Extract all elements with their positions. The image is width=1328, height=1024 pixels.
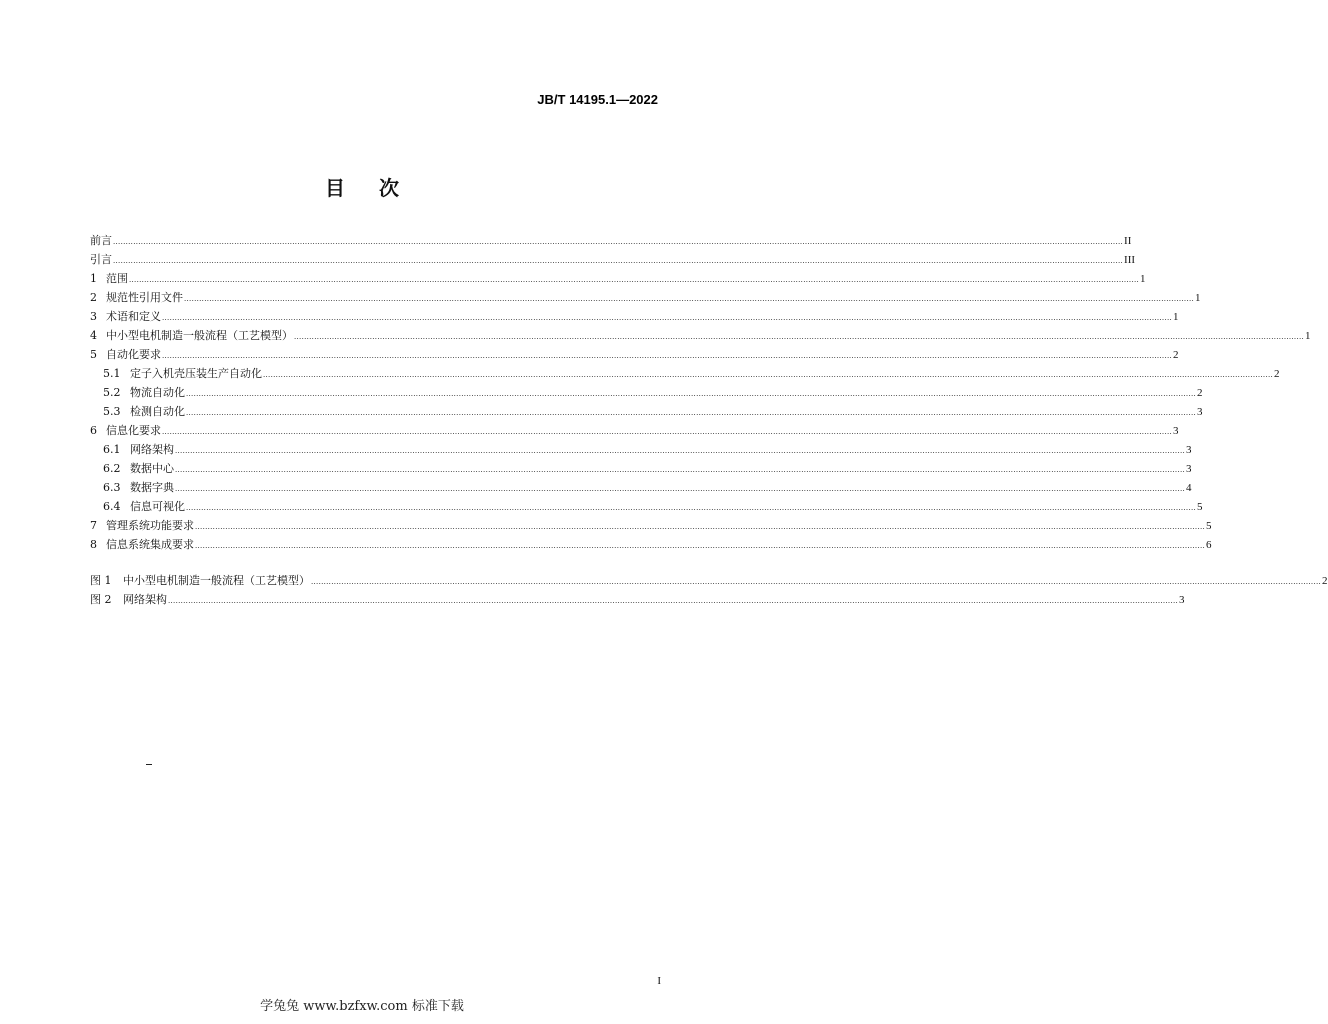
toc-entry-number: 5.2	[103, 386, 121, 399]
leader-dots: ................................................................................................................................................................................................................................................................................................................................................................................................................	[195, 523, 1206, 531]
figure-entry-number: 图 1	[90, 574, 112, 587]
leader-dots: ................................................................................................................................................................................................................................................................................................................................................................................................................	[113, 238, 1124, 246]
toc-entry-number: 8	[90, 538, 97, 551]
toc-entry-5[interactable]	[90, 345, 1179, 364]
toc-entry-number: 4	[90, 329, 97, 342]
toc-entry-6-4[interactable]	[90, 497, 1203, 516]
toc-entry-7[interactable]	[90, 516, 1212, 535]
toc-entry-page: 2	[1274, 368, 1280, 380]
stray-dash-mark	[146, 764, 152, 765]
leader-dots: ................................................................................................................................................................................................................................................................................................................................................................................................................	[184, 295, 1195, 303]
toc-entry-number: 7	[90, 519, 97, 532]
toc-entry-label: 引言	[90, 253, 112, 266]
page-title: 目次	[325, 176, 433, 200]
toc-entry-label: 数据字典	[130, 481, 174, 494]
toc-entry-page: 3	[1186, 463, 1192, 475]
toc-entry-6-1[interactable]	[90, 440, 1192, 459]
toc-entry-label: 信息化要求	[106, 424, 161, 437]
toc-entry-page: 5	[1206, 520, 1212, 532]
toc-entry-page: 6	[1206, 539, 1212, 551]
toc-entry-label: 信息系统集成要求	[106, 538, 194, 551]
leader-dots: ................................................................................................................................................................................................................................................................................................................................................................................................................	[186, 409, 1197, 417]
figure-entry-label: 中小型电机制造一般流程（工艺模型）	[123, 574, 310, 587]
table-of-contents	[90, 231, 1328, 609]
toc-entry-label: 物流自动化	[130, 386, 185, 399]
leader-dots: ................................................................................................................................................................................................................................................................................................................................................................................................................	[294, 333, 1305, 341]
toc-entry-label: 范围	[106, 272, 128, 285]
toc-entry-page: 5	[1197, 501, 1203, 513]
toc-entry-number: 6.3	[103, 481, 121, 494]
leader-dots: ................................................................................................................................................................................................................................................................................................................................................................................................................	[186, 390, 1197, 398]
leader-dots: ................................................................................................................................................................................................................................................................................................................................................................................................................	[168, 597, 1179, 605]
toc-entry-number: 6.2	[103, 462, 121, 475]
figure-entry-number: 图 2	[90, 593, 112, 606]
toc-entry-label: 数据中心	[130, 462, 174, 475]
watermark-text: 学兔兔 www.bzfxw.com 标准下载	[260, 999, 464, 1014]
leader-dots: ................................................................................................................................................................................................................................................................................................................................................................................................................	[162, 352, 1173, 360]
toc-entry-label: 管理系统功能要求	[106, 519, 194, 532]
toc-entry-number: 1	[90, 272, 97, 285]
toc-entry-number: 6.1	[103, 443, 121, 456]
toc-entry-number: 5.1	[103, 367, 121, 380]
toc-entry-page: 2	[1197, 387, 1203, 399]
leader-dots: ................................................................................................................................................................................................................................................................................................................................................................................................................	[311, 578, 1322, 586]
toc-entry-2[interactable]	[90, 288, 1201, 307]
figure-entry-1[interactable]	[90, 571, 1328, 590]
toc-entry-page: 1	[1195, 292, 1201, 304]
toc-entry-label: 网络架构	[130, 443, 174, 456]
toc-entry-number: 5.3	[103, 405, 121, 418]
toc-entry-number: 6	[90, 424, 97, 437]
page-number: I	[657, 975, 661, 987]
figure-entry-2[interactable]	[90, 590, 1185, 609]
leader-dots: ................................................................................................................................................................................................................................................................................................................................................................................................................	[263, 371, 1274, 379]
toc-entry-page: 1	[1173, 311, 1179, 323]
toc-entry-8[interactable]	[90, 535, 1212, 554]
toc-entry-page: 3	[1186, 444, 1192, 456]
leader-dots: ................................................................................................................................................................................................................................................................................................................................................................................................................	[113, 257, 1124, 265]
toc-entry-page: 2	[1173, 349, 1179, 361]
figure-entry-page: 3	[1179, 594, 1185, 606]
toc-entry-6-2[interactable]	[90, 459, 1192, 478]
figure-entry-page: 2	[1322, 575, 1328, 587]
toc-entry-label: 前言	[90, 234, 112, 247]
toc-entry-label: 信息可视化	[130, 500, 185, 513]
toc-entry-page: 3	[1197, 406, 1203, 418]
leader-dots: ................................................................................................................................................................................................................................................................................................................................................................................................................	[129, 276, 1140, 284]
toc-entry-page: 3	[1173, 425, 1179, 437]
toc-entry-6-3[interactable]	[90, 478, 1192, 497]
toc-entry-5-2[interactable]	[90, 383, 1203, 402]
leader-dots: ................................................................................................................................................................................................................................................................................................................................................................................................................	[175, 485, 1186, 493]
leader-dots: ................................................................................................................................................................................................................................................................................................................................................................................................................	[195, 542, 1206, 550]
toc-entry-5-3[interactable]	[90, 402, 1203, 421]
leader-dots: ................................................................................................................................................................................................................................................................................................................................................................................................................	[162, 428, 1173, 436]
leader-dots: ................................................................................................................................................................................................................................................................................................................................................................................................................	[162, 314, 1173, 322]
toc-entry-1[interactable]	[90, 269, 1146, 288]
toc-entry-label: 自动化要求	[106, 348, 161, 361]
toc-entry-page: 1	[1140, 273, 1146, 285]
toc-entry-page: III	[1124, 254, 1136, 266]
toc-entry-3[interactable]	[90, 307, 1179, 326]
toc-entry-page: II	[1124, 235, 1132, 247]
toc-entry-label: 术语和定义	[106, 310, 161, 323]
leader-dots: ................................................................................................................................................................................................................................................................................................................................................................................................................	[186, 504, 1197, 512]
toc-entry-number: 6.4	[103, 500, 121, 513]
toc-entry-number: 2	[90, 291, 97, 304]
toc-entry-label: 检测自动化	[130, 405, 185, 418]
toc-entry-label: 规范性引用文件	[106, 291, 183, 304]
toc-entry-4[interactable]	[90, 326, 1311, 345]
standard-code: JB/T 14195.1—2022	[537, 92, 658, 107]
toc-entry-number: 5	[90, 348, 97, 361]
toc-entry-number: 3	[90, 310, 97, 323]
toc-entry-label: 定子入机壳压装生产自动化	[130, 367, 262, 380]
toc-entry-page: 1	[1305, 330, 1311, 342]
toc-entry-label: 中小型电机制造一般流程（工艺模型）	[106, 329, 293, 342]
toc-entry-page: 4	[1186, 482, 1192, 494]
toc-entry-introduction[interactable]	[90, 250, 1136, 269]
section-gap	[90, 554, 658, 571]
leader-dots: ................................................................................................................................................................................................................................................................................................................................................................................................................	[175, 447, 1186, 455]
toc-entry-foreword[interactable]	[90, 231, 1132, 250]
figure-entry-label: 网络架构	[123, 593, 167, 606]
toc-entry-6[interactable]	[90, 421, 1179, 440]
toc-entry-5-1[interactable]	[90, 364, 1280, 383]
leader-dots: ................................................................................................................................................................................................................................................................................................................................................................................................................	[175, 466, 1186, 474]
